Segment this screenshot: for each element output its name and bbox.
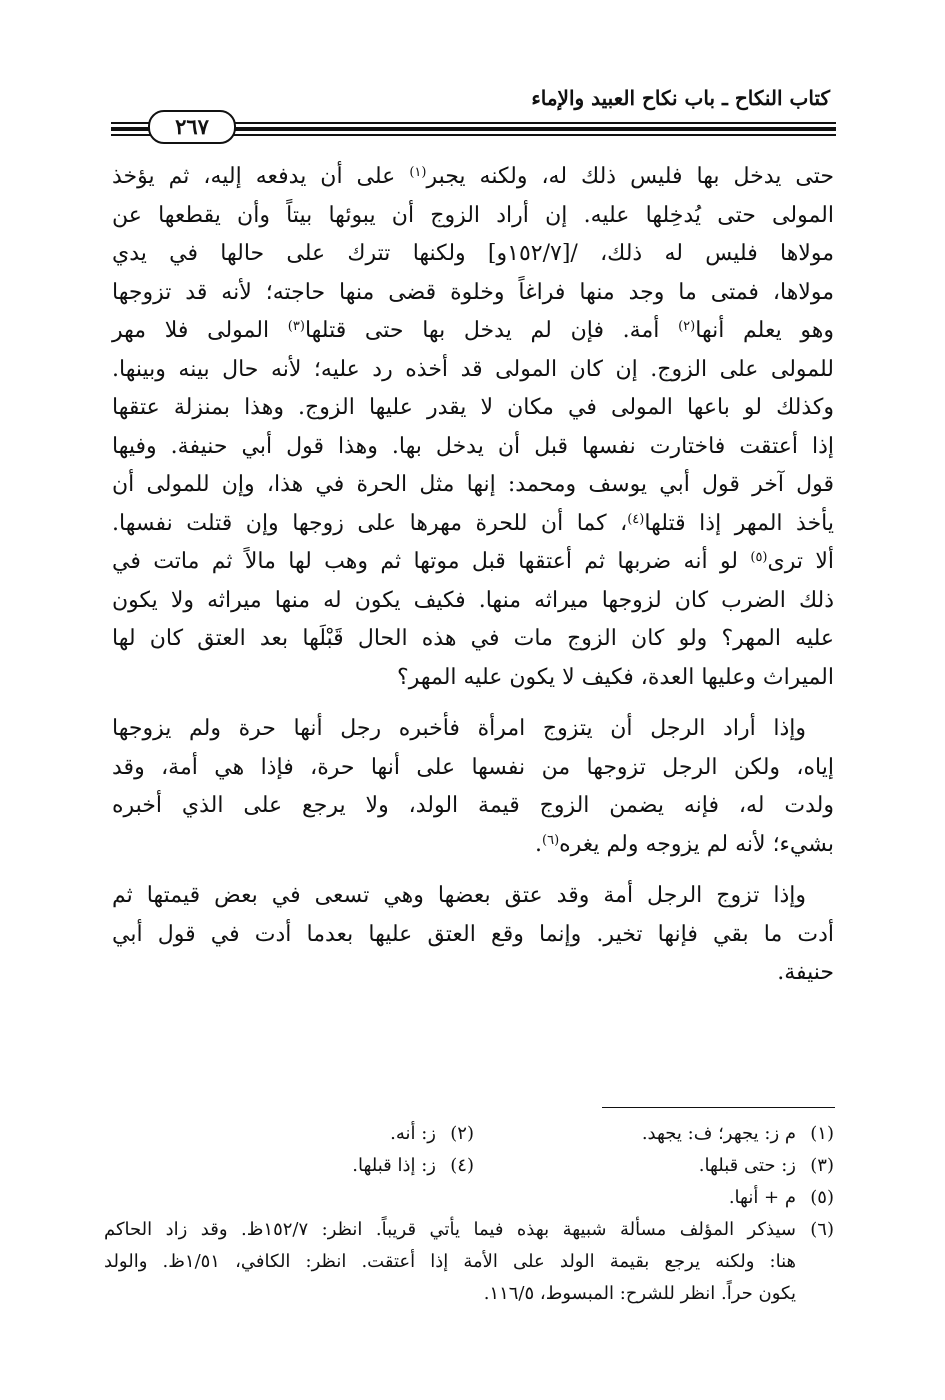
footnote-text: م ز: يجهر؛ ف: يجهد. [641,1123,796,1144]
text-segment: أمة. فإن لم يدخل بها حتى قتلها [304,318,679,343]
text-segment: وإذا أراد الرجل أن يتزوج امرأة فأخبره رجل أنها حرة ولم يزوجها [112,716,806,741]
text-line [112,787,834,826]
footnote-number: (٣) [810,1155,834,1176]
text-line [112,954,834,993]
text-segment: وهو يعلم أنها [695,318,834,343]
text-line [112,197,834,236]
text-line [112,158,834,197]
text-segment: بشيء؛ لأنه لم يزوجه ولم يغره [559,831,834,857]
footnote-row [104,1150,834,1182]
footnote-marker[interactable]: (٣) [287,319,305,334]
footnote [564,1118,834,1150]
footnote-marker[interactable]: (٥) [750,550,768,565]
footnote [564,1182,834,1214]
text-segment: ألا ترى [767,549,834,574]
footnote-line: سيذكر المؤلف مسألة شبيهة بهذه فيما يأتي قريباً. انظر: ١٥٢/٧ظ. وقد زاد الحاكم [104,1219,797,1240]
footnote-text: ز: حتى قبلها. [698,1155,796,1176]
text-segment: للمولى على الزوج. إن كان المولى قد أخذه رد عليه؛ لأنه حال بينه وبينها. [112,356,834,382]
footnote-number: (٦) [810,1219,834,1240]
footnote-marker[interactable]: (١) [409,165,427,180]
text-segment: حتى يدخل بها فليس ذلك له، ولكنه يجبر [426,164,834,189]
text-line [112,659,834,698]
paragraph [112,158,834,697]
footnote-number: (٥) [810,1187,834,1208]
footnote-line: يكون حراً. انظر للشرح: المبسوط، ١١٦/٥. [483,1283,796,1304]
footnote [204,1118,474,1150]
footnote [104,1214,834,1310]
running-title: كتاب النكاح ـ باب نكاح العبيد والإماء [531,86,830,110]
text-segment: وإذا تزوج الرجل أمة وقد عتق بعضها وهي تسعى في بعض قيمتها ثم [112,883,806,908]
text-line [112,916,834,955]
paragraph-gap [112,864,834,877]
text-line [112,428,834,467]
footnote-row [104,1182,834,1214]
page-number: ٢٦٧ [148,110,236,144]
text-segment: مولاها، فمتى ما وجد منها فراغاً وخلوة قضى منها حاجته؛ لأنه قد تزوجها [112,279,834,305]
paragraph [112,710,834,864]
text-segment: وكذلك لو باعها المولى في مكان لا يقدر عليها الزوج. وهذا بمنزلة عتقها [112,395,834,420]
text-segment: الميراث وعليها العدة، فكيف لا يكون عليه المهر؟ [397,664,834,690]
paragraph [112,877,834,993]
text-line [112,235,834,274]
text-segment: المولى حتى يُدخِلها عليه. إن أراد الزوج أن يبوئها بيتاً وأن يقطعها عن [112,202,834,228]
text-segment: مولاها فليس له ذلك، /[١٥٢/٧و] ولكنها تترك على حالها في يدي [112,241,834,266]
footnote-line: هنا: ولكنه يرجع بقيمة الولد على الأمة إذا أعتقت. انظر: الكافي، ١/٥١ظ. والولد [104,1251,796,1272]
text-segment: . [535,831,542,857]
text-line [112,389,834,428]
text-segment: عليه المهر؟ ولو كان الزوج مات في هذه الحال قَبْلَها بعد العتق كان لها [112,626,834,651]
text-line [112,543,834,582]
footnote-separator [602,1107,835,1108]
text-segment: على أن يدفعه إليه، ثم يؤخذ [112,164,410,189]
text-line [112,582,834,621]
text-line [112,710,834,749]
footnote-row [104,1118,834,1150]
footnote-number: (١) [810,1123,834,1144]
footnote-text: ز: أنه. [390,1123,436,1144]
text-segment: يأخذ المهر إذا قتلها [644,510,834,536]
text-segment: إذا أعتقت فاختارت نفسها قبل أن يدخل بها. وهذا قول أبي حنيفة. وفيها [112,433,834,459]
text-segment: ، كما أن للحرة مهرها على زوجها وإن قتلت نفسها. [112,510,628,536]
footnote [204,1150,474,1182]
footnote-marker[interactable]: (٢) [678,319,696,334]
text-line [112,274,834,313]
footnote-number: (٤) [450,1155,474,1176]
footnote-text: ز: إذا قبلها. [352,1155,436,1176]
text-segment: المولى فلا مهر [112,318,288,343]
text-segment: لو أنه ضربها ثم أعتقها قبل موتها ثم وهب لها مالاً ثم ماتت في [112,549,751,574]
text-line [112,620,834,659]
footnote-text: م + أنها. [728,1187,796,1208]
footnote-marker[interactable]: (٦) [542,832,560,848]
text-line [112,312,834,351]
text-line [112,505,834,544]
footnote-text [104,1214,796,1310]
text-line [112,877,834,916]
footnotes [104,1118,834,1310]
footnote-number: (٢) [450,1123,474,1144]
text-segment: ولدت له، فإنه يضمن الزوج قيمة الولد، ولا يرجع على الذي أخبره [112,793,834,818]
footnote [564,1150,834,1182]
body-text [112,158,834,993]
text-segment: قول آخر قول أبي يوسف ومحمد: إنها مثل الحرة في هذا، وإن للمولى أن [112,472,834,497]
paragraph-gap [112,697,834,710]
text-line [112,351,834,390]
text-line [112,749,834,788]
text-segment: إياه، ولكن الرجل تزوجها من نفسها على أنها حرة، فإذا هي أمة، وقد [112,754,834,780]
text-line [112,826,834,865]
footnote-marker[interactable]: (٤) [627,511,645,527]
text-segment: ذلك الضرب كان لزوجها ميراثه منها. فكيف يكون له منها ميراثه ولا يكون [112,587,834,613]
text-line [112,466,834,505]
text-segment: أدت ما بقي فإنها تخير. وإنما وقع العتق عليها بعدما أدت في قول أبي [112,921,834,947]
text-segment: حنيفة. [777,960,834,985]
